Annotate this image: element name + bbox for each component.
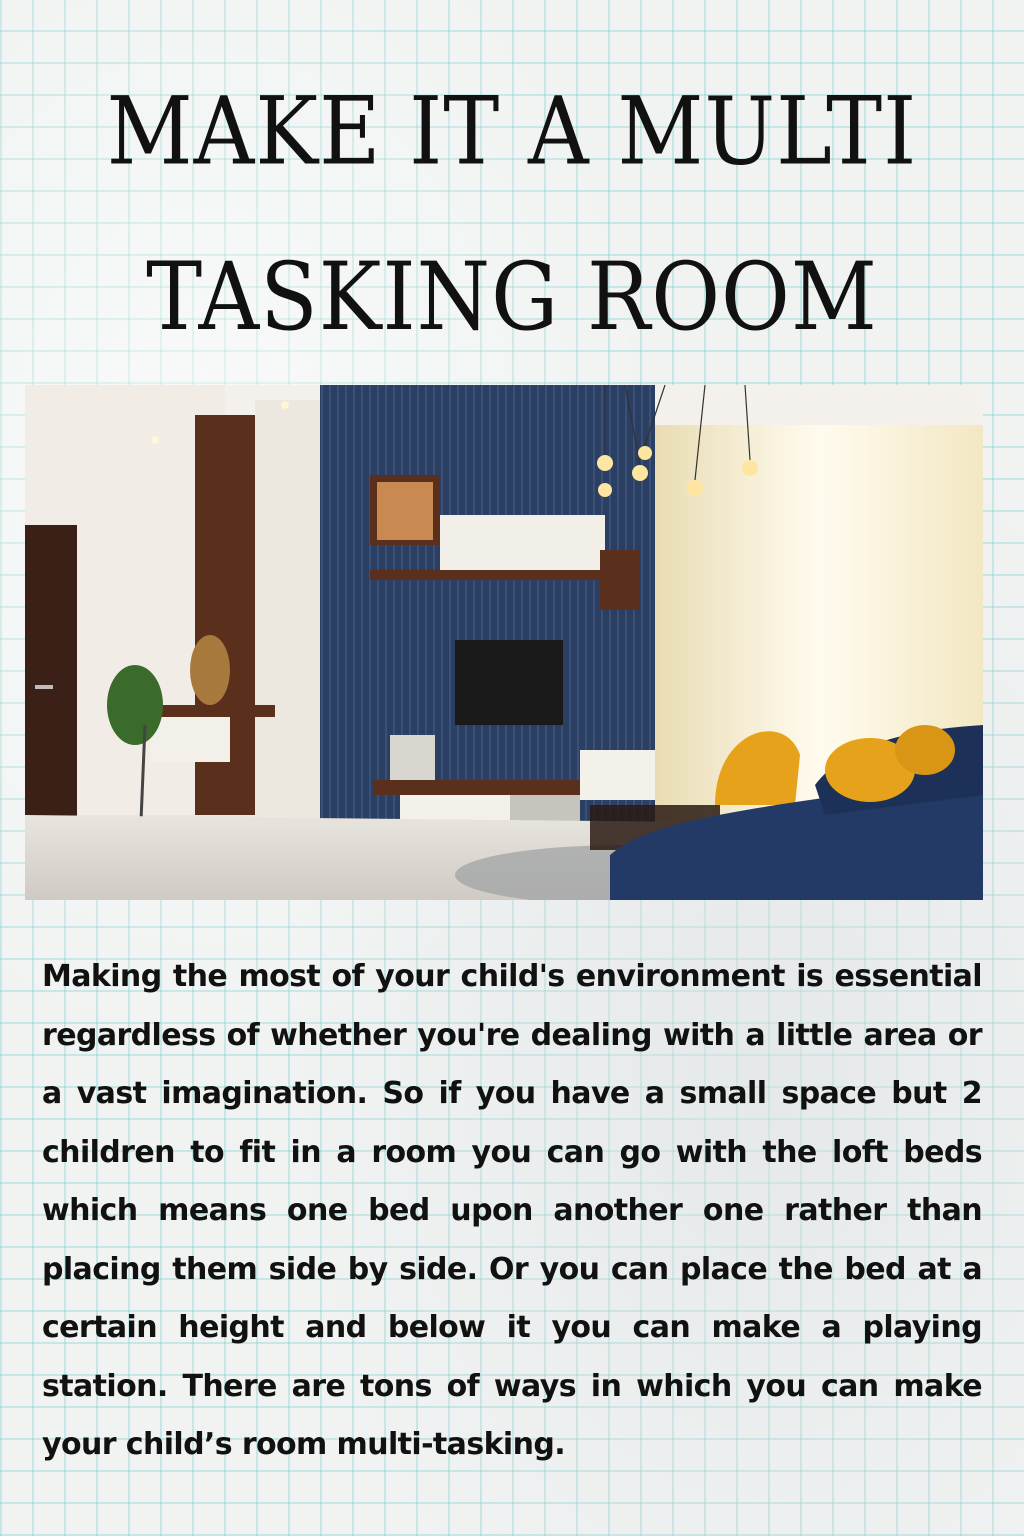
plant [107, 665, 163, 745]
living-room-photo [25, 385, 983, 900]
body-paragraph: Making the most of your child's environment is essential regardless of whether you're dealing with a little area or a vast imagination. So if you have a small space but 2 children to fit in a room you can go with the loft beds which means one bed upon another one rather than placing them side by side. Or you can place the bed at a certain height and below it you can make a playing station. There are tons of ways in which you can make your child’s room multi-tasking. [42, 959, 982, 1462]
statue [190, 635, 230, 705]
door [25, 525, 77, 825]
poster-title: MAKE IT A MULTI TASKING ROOM [106, 76, 918, 352]
tv [455, 640, 563, 725]
